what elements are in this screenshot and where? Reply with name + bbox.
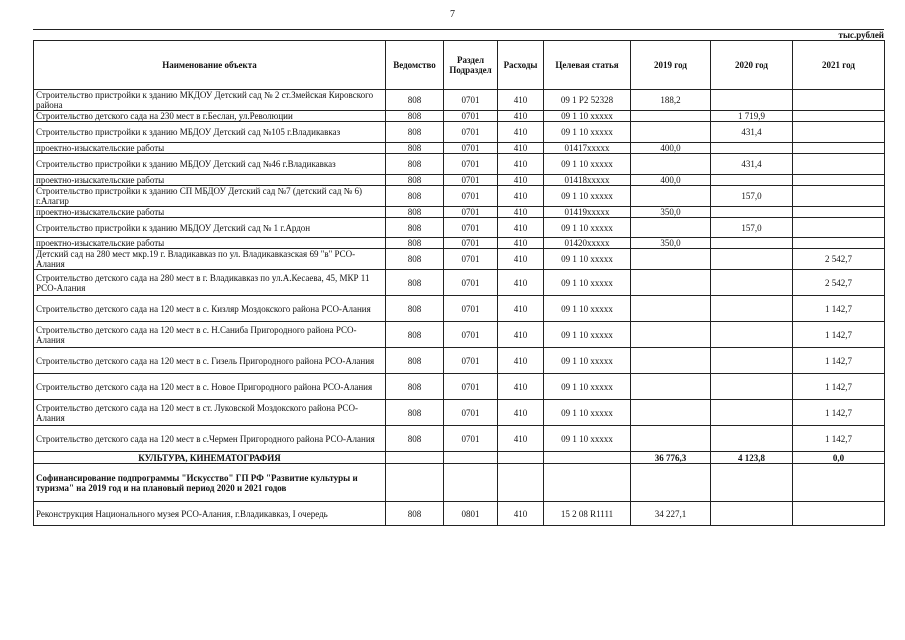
cell-y2020 [711, 502, 793, 526]
table-row [34, 175, 885, 186]
cell-y2019 [631, 186, 711, 207]
cell-name: Строительство детского сада на 120 мест в с. Гизель Пригородного района РСО-Алания [34, 348, 386, 374]
cell-target: 09 1 10 ххххх [544, 374, 631, 400]
cell-section [444, 464, 498, 502]
cell-y2019: 400,0 [631, 175, 711, 186]
cell-dept: 808 [386, 186, 444, 207]
table-row [34, 270, 885, 296]
table-row [34, 90, 885, 111]
cell-name: Строительство детского сада на 280 мест в г. Владикавказ по ул.А.Кесаева, 45, МКР 11 РСО-Алания [34, 270, 386, 296]
cell-y2020 [711, 296, 793, 322]
cell-y2019 [631, 348, 711, 374]
table-row [34, 218, 885, 238]
cell-dept: 808 [386, 270, 444, 296]
cell-expense: 410 [498, 186, 544, 207]
cell-section: 0701 [444, 218, 498, 238]
cell-subprogram-title: Софинансирование подпрограммы "Искусство" ГП РФ "Развитие культуры и туризма" на 2019 год и на плановый период 2020 и 2021 годов [34, 464, 386, 502]
table-top-border [33, 29, 884, 30]
cell-y2020 [711, 90, 793, 111]
cell-expense: 410 [498, 175, 544, 186]
cell-y2021 [793, 90, 885, 111]
table-row [34, 374, 885, 400]
cell-name: Строительство пристройки к зданию МБДОУ Детский сад №46 г.Владикавказ [34, 154, 386, 175]
cell-dept: 808 [386, 374, 444, 400]
header-2020: 2020 год [711, 41, 793, 90]
cell-target [544, 452, 631, 464]
cell-y2020 [711, 143, 793, 154]
cell-expense: 410 [498, 249, 544, 270]
table-row [34, 207, 885, 218]
cell-target: 09 1 Р2 52328 [544, 90, 631, 111]
cell-y2020: 4 123,8 [711, 452, 793, 464]
cell-y2019 [631, 122, 711, 143]
cell-expense: 410 [498, 207, 544, 218]
cell-name: Строительство детского сада на 120 мест в с. Кизляр Моздокского района РСО-Алания [34, 296, 386, 322]
cell-y2020 [711, 207, 793, 218]
cell-target: 15 2 08 R1111 [544, 502, 631, 526]
header-expense: Расходы [498, 41, 544, 90]
cell-dept: 808 [386, 90, 444, 111]
cell-y2019: 34 227,1 [631, 502, 711, 526]
cell-section: 0701 [444, 186, 498, 207]
cell-y2021 [793, 154, 885, 175]
cell-y2019 [631, 464, 711, 502]
cell-expense: 410 [498, 154, 544, 175]
cell-target: 09 1 10 ххххх [544, 400, 631, 426]
cell-y2019 [631, 154, 711, 175]
table-row [34, 143, 885, 154]
header-target: Целевая статья [544, 41, 631, 90]
cell-y2019: 350,0 [631, 238, 711, 249]
cell-target: 09 1 10 ххххх [544, 249, 631, 270]
cell-dept: 808 [386, 296, 444, 322]
cell-name: Строительство пристройки к зданию СП МБДОУ Детский сад №7 (детский сад № 6) г.Алагир [34, 186, 386, 207]
cell-name: Реконструкция Национального музея РСО-Алания, г.Владикавказ, I очередь [34, 502, 386, 526]
cell-target: 09 1 10 ххххх [544, 154, 631, 175]
cell-y2021 [793, 175, 885, 186]
cell-section: 0701 [444, 111, 498, 122]
cell-name: Строительство детского сада на 230 мест в г.Беслан, ул.Революции [34, 111, 386, 122]
cell-y2020: 1 719,9 [711, 111, 793, 122]
cell-dept: 808 [386, 111, 444, 122]
header-name: Наименование объекта [34, 41, 386, 90]
cell-name: Строительство детского сада на 120 мест в с. Новое Пригородного района РСО-Алания [34, 374, 386, 400]
cell-y2020: 431,4 [711, 122, 793, 143]
cell-y2021 [793, 502, 885, 526]
cell-name: Строительство пристройки к зданию МБДОУ Детский сад №105 г.Владикавказ [34, 122, 386, 143]
cell-target: 09 1 10 ххххх [544, 186, 631, 207]
cell-section: 0701 [444, 400, 498, 426]
cell-expense: 410 [498, 502, 544, 526]
table-row [34, 502, 885, 526]
cell-section-title: КУЛЬТУРА, КИНЕМАТОГРАФИЯ [34, 452, 386, 464]
cell-expense: 410 [498, 122, 544, 143]
cell-name: проектно-изыскательские работы [34, 238, 386, 249]
cell-name: проектно-изыскательские работы [34, 143, 386, 154]
cell-dept: 808 [386, 238, 444, 249]
cell-dept [386, 452, 444, 464]
cell-y2019: 188,2 [631, 90, 711, 111]
table-row [34, 186, 885, 207]
cell-dept: 808 [386, 249, 444, 270]
cell-dept: 808 [386, 348, 444, 374]
budget-table [33, 40, 885, 526]
cell-name: Строительство детского сада на 120 мест в с. Н.Саниба Пригородного района РСО-Алания [34, 322, 386, 348]
cell-expense: 410 [498, 111, 544, 122]
cell-y2021: 1 142,7 [793, 322, 885, 348]
cell-y2020 [711, 270, 793, 296]
units-label: тыс.рублей [838, 30, 884, 40]
cell-y2019 [631, 296, 711, 322]
cell-y2019 [631, 111, 711, 122]
cell-target: 01420ххххх [544, 238, 631, 249]
cell-expense: 410 [498, 238, 544, 249]
table-row [34, 296, 885, 322]
cell-y2019 [631, 374, 711, 400]
table-row [34, 111, 885, 122]
cell-y2019 [631, 322, 711, 348]
cell-y2019 [631, 218, 711, 238]
table-row [34, 464, 885, 502]
cell-name: проектно-изыскательские работы [34, 207, 386, 218]
cell-target: 09 1 10 ххххх [544, 111, 631, 122]
cell-name: проектно-изыскательские работы [34, 175, 386, 186]
cell-y2020: 157,0 [711, 186, 793, 207]
cell-y2020 [711, 464, 793, 502]
table-row [34, 249, 885, 270]
cell-expense [498, 452, 544, 464]
cell-section: 0701 [444, 207, 498, 218]
cell-section: 0801 [444, 502, 498, 526]
cell-expense: 410 [498, 426, 544, 452]
cell-y2021 [793, 111, 885, 122]
table-row [34, 154, 885, 175]
cell-target: 09 1 10 ххххх [544, 270, 631, 296]
cell-dept [386, 464, 444, 502]
cell-name: Строительство детского сада на 120 мест в с.Чермен Пригородного района РСО-Алания [34, 426, 386, 452]
cell-section: 0701 [444, 90, 498, 111]
table-row [34, 348, 885, 374]
cell-section: 0701 [444, 238, 498, 249]
cell-y2020: 157,0 [711, 218, 793, 238]
cell-y2020 [711, 374, 793, 400]
table-row [34, 322, 885, 348]
cell-name: Строительство детского сада на 120 мест в ст. Луковской Моздокского района РСО-Алания [34, 400, 386, 426]
cell-section: 0701 [444, 296, 498, 322]
cell-y2021: 2 542,7 [793, 249, 885, 270]
cell-expense: 410 [498, 296, 544, 322]
cell-section: 0701 [444, 143, 498, 154]
cell-target: 01418ххххх [544, 175, 631, 186]
table-row [34, 400, 885, 426]
cell-y2021 [793, 218, 885, 238]
cell-section: 0701 [444, 175, 498, 186]
cell-y2020 [711, 238, 793, 249]
cell-expense: 410 [498, 400, 544, 426]
cell-y2019 [631, 249, 711, 270]
cell-section: 0701 [444, 154, 498, 175]
cell-y2019 [631, 270, 711, 296]
cell-target: 09 1 10 ххххх [544, 322, 631, 348]
cell-dept: 808 [386, 154, 444, 175]
cell-expense: 410 [498, 143, 544, 154]
cell-y2021: 1 142,7 [793, 296, 885, 322]
cell-target: 09 1 10 ххххх [544, 218, 631, 238]
cell-name: Строительство пристройки к зданию МКДОУ Детский сад № 2 ст.Змейская Кировского района [34, 90, 386, 111]
cell-y2021: 1 142,7 [793, 426, 885, 452]
cell-y2021: 1 142,7 [793, 348, 885, 374]
cell-target: 01419ххххх [544, 207, 631, 218]
cell-y2020 [711, 322, 793, 348]
cell-y2019 [631, 400, 711, 426]
cell-target: 09 1 10 ххххх [544, 426, 631, 452]
page-number: 7 [450, 9, 455, 20]
cell-y2021: 0,0 [793, 452, 885, 464]
cell-target: 09 1 10 ххххх [544, 122, 631, 143]
cell-y2020 [711, 175, 793, 186]
cell-dept: 808 [386, 218, 444, 238]
table-row [34, 238, 885, 249]
header-section: Раздел Подраздел [444, 41, 498, 90]
cell-y2021 [793, 238, 885, 249]
table-row [34, 452, 885, 464]
cell-y2019: 350,0 [631, 207, 711, 218]
cell-y2021 [793, 464, 885, 502]
cell-section: 0701 [444, 322, 498, 348]
cell-expense [498, 464, 544, 502]
cell-y2021 [793, 122, 885, 143]
cell-dept: 808 [386, 426, 444, 452]
table-header-row [34, 41, 885, 90]
cell-section: 0701 [444, 348, 498, 374]
cell-section: 0701 [444, 122, 498, 143]
cell-y2020 [711, 426, 793, 452]
cell-expense: 410 [498, 322, 544, 348]
cell-section [444, 452, 498, 464]
cell-expense: 410 [498, 348, 544, 374]
cell-dept: 808 [386, 322, 444, 348]
cell-section: 0701 [444, 270, 498, 296]
cell-y2020: 431,4 [711, 154, 793, 175]
header-2021: 2021 год [793, 41, 885, 90]
cell-target: 01417ххххх [544, 143, 631, 154]
cell-y2021: 1 142,7 [793, 374, 885, 400]
cell-y2020 [711, 400, 793, 426]
cell-target: 09 1 10 ххххх [544, 296, 631, 322]
table-row [34, 122, 885, 143]
cell-name: Детский сад на 280 мест мкр.19 г. Владикавказ по ул. Владикавказская 69 "в" РСО-Алания [34, 249, 386, 270]
cell-section: 0701 [444, 249, 498, 270]
cell-y2021: 2 542,7 [793, 270, 885, 296]
cell-y2020 [711, 348, 793, 374]
cell-expense: 410 [498, 90, 544, 111]
cell-y2021 [793, 186, 885, 207]
cell-section: 0701 [444, 426, 498, 452]
table-row [34, 426, 885, 452]
cell-y2021 [793, 207, 885, 218]
cell-y2020 [711, 249, 793, 270]
cell-expense: 410 [498, 270, 544, 296]
cell-dept: 808 [386, 143, 444, 154]
cell-target: 09 1 10 ххххх [544, 348, 631, 374]
cell-y2021 [793, 143, 885, 154]
header-dept: Ведомство [386, 41, 444, 90]
cell-expense: 410 [498, 374, 544, 400]
header-2019: 2019 год [631, 41, 711, 90]
cell-y2021: 1 142,7 [793, 400, 885, 426]
cell-dept: 808 [386, 207, 444, 218]
cell-dept: 808 [386, 400, 444, 426]
cell-section: 0701 [444, 374, 498, 400]
cell-y2019: 400,0 [631, 143, 711, 154]
cell-dept: 808 [386, 502, 444, 526]
cell-y2019: 36 776,3 [631, 452, 711, 464]
cell-dept: 808 [386, 175, 444, 186]
cell-name: Строительство пристройки к зданию МБДОУ Детский сад № 1 г.Ардон [34, 218, 386, 238]
cell-y2019 [631, 426, 711, 452]
cell-target [544, 464, 631, 502]
cell-expense: 410 [498, 218, 544, 238]
cell-dept: 808 [386, 122, 444, 143]
